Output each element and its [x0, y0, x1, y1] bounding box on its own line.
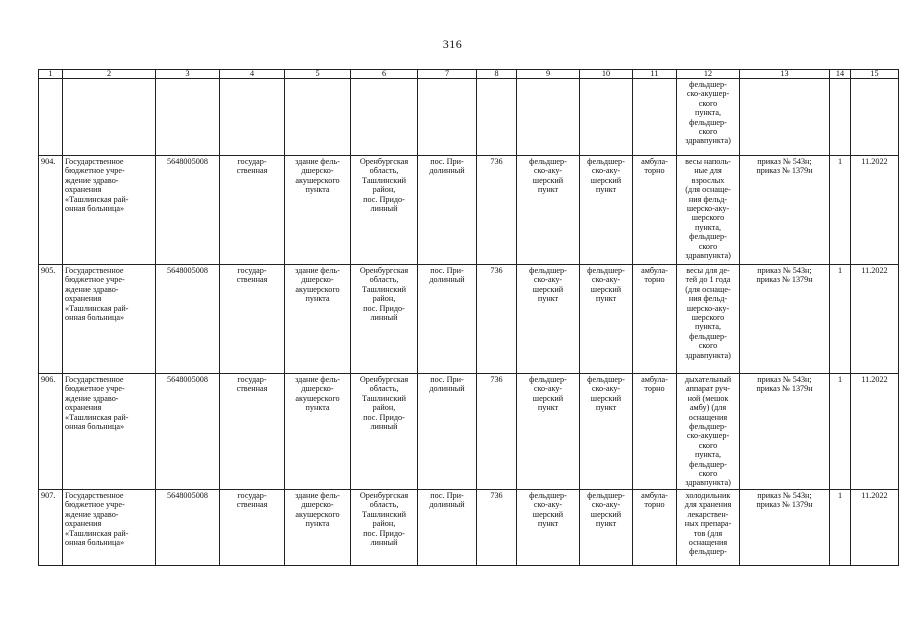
population-cell: 736 — [477, 156, 517, 265]
building-cell: здание фель- дшерско- акушерского пункта — [285, 156, 351, 265]
equipment-cell: весы для де- тей до 1 года (для оснаще- ния фельд- шерско-аку- шерского пункта, фельдшер- ского здравпункта) — [677, 265, 740, 374]
address-cell: Оренбургская область, Ташлинский район, пос. Придо- линный — [351, 374, 418, 490]
address-cell: Оренбургская область, Ташлинский район, пос. Придо- линный — [351, 156, 418, 265]
care-cell: амбула- торно — [633, 489, 677, 565]
inn-cell: 5648005008 — [156, 489, 220, 565]
quantity-cell: 1 — [830, 265, 851, 374]
ownership-cell: государ- ственная — [220, 374, 285, 490]
page-number: 316 — [442, 37, 463, 51]
quantity-cell: 1 — [830, 489, 851, 565]
settlement-cell: пос. При- долинный — [418, 374, 477, 490]
column-number: 11 — [633, 70, 677, 79]
continuation-row — [39, 79, 899, 156]
table-row — [39, 156, 899, 265]
equipment-cell: дыхательный аппарат руч- ной (мешок амбу) (для оснащения фельдшер- ско-акушер- ского пункта, фельдшер- ского здравпункта) — [677, 374, 740, 490]
column-number-row — [39, 70, 899, 79]
population-cell: 736 — [477, 265, 517, 374]
equipment-cell: фельдшер- ско-акушер- ского пункта, фельдшер- ского здравпункта) — [677, 79, 740, 156]
unit-type2-cell: фельдшер- ско-аку- шерский пункт — [580, 489, 633, 565]
column-number: 8 — [477, 70, 517, 79]
organization-cell: Государственное бюджетное учре- ждение здраво- охранения «Ташлинская рай- онная больница» — [63, 374, 156, 490]
care-cell: амбула- торно — [633, 265, 677, 374]
column-number: 12 — [677, 70, 740, 79]
equipment-cell: холодильник для хранения лекарствен- ных препара- тов (для оснащения фельдшер- — [677, 489, 740, 565]
unit-type2-cell: фельдшер- ско-аку- шерский пункт — [580, 374, 633, 490]
column-number: 10 — [580, 70, 633, 79]
row-number: 906. — [39, 374, 63, 490]
care-cell: амбула- торно — [633, 374, 677, 490]
table-row — [39, 489, 899, 565]
registry-table — [38, 69, 899, 566]
settlement-cell: пос. При- долинный — [418, 489, 477, 565]
inn-cell: 5648005008 — [156, 265, 220, 374]
row-number: 905. — [39, 265, 63, 374]
building-cell: здание фель- дшерско- акушерского пункта — [285, 374, 351, 490]
settlement-cell: пос. При- долинный — [418, 156, 477, 265]
column-number: 5 — [285, 70, 351, 79]
population-cell: 736 — [477, 489, 517, 565]
table-row — [39, 374, 899, 490]
column-number: 2 — [63, 70, 156, 79]
quantity-cell: 1 — [830, 156, 851, 265]
building-cell: здание фель- дшерско- акушерского пункта — [285, 265, 351, 374]
order-cell: приказ № 543н; приказ № 1379н — [740, 374, 830, 490]
table-row — [39, 265, 899, 374]
date-cell: 11.2022 — [851, 374, 899, 490]
column-number: 3 — [156, 70, 220, 79]
equipment-cell: весы наполь- ные для взрослых (для оснаще- ния фельд- шерско-аку- шерского пункта, фельдшер- ского здравпункта) — [677, 156, 740, 265]
unit-type-cell: фельдшер- ско-аку- шерский пункт — [517, 156, 580, 265]
order-cell: приказ № 543н; приказ № 1379н — [740, 265, 830, 374]
column-number: 13 — [740, 70, 830, 79]
address-cell: Оренбургская область, Ташлинский район, пос. Придо- линный — [351, 489, 418, 565]
row-number: 904. — [39, 156, 63, 265]
settlement-cell: пос. При- долинный — [418, 265, 477, 374]
column-number: 6 — [351, 70, 418, 79]
ownership-cell: государ- ственная — [220, 265, 285, 374]
unit-type2-cell: фельдшер- ско-аку- шерский пункт — [580, 265, 633, 374]
row-number: 907. — [39, 489, 63, 565]
order-cell: приказ № 543н; приказ № 1379н — [740, 156, 830, 265]
population-cell: 736 — [477, 374, 517, 490]
column-number: 14 — [830, 70, 851, 79]
unit-type2-cell: фельдшер- ско-аку- шерский пункт — [580, 156, 633, 265]
quantity-cell: 1 — [830, 374, 851, 490]
organization-cell: Государственное бюджетное учре- ждение здраво- охранения «Ташлинская рай- онная больница» — [63, 156, 156, 265]
column-number: 7 — [418, 70, 477, 79]
unit-type-cell: фельдшер- ско-аку- шерский пункт — [517, 374, 580, 490]
ownership-cell: государ- ственная — [220, 489, 285, 565]
column-number: 4 — [220, 70, 285, 79]
building-cell: здание фель- дшерско- акушерского пункта — [285, 489, 351, 565]
organization-cell: Государственное бюджетное учре- ждение здраво- охранения «Ташлинская рай- онная больница» — [63, 489, 156, 565]
care-cell: амбула- торно — [633, 156, 677, 265]
column-number: 15 — [851, 70, 899, 79]
order-cell: приказ № 543н; приказ № 1379н — [740, 489, 830, 565]
date-cell: 11.2022 — [851, 156, 899, 265]
column-number: 9 — [517, 70, 580, 79]
organization-cell: Государственное бюджетное учре- ждение здраво- охранения «Ташлинская рай- онная больница» — [63, 265, 156, 374]
inn-cell: 5648005008 — [156, 156, 220, 265]
address-cell: Оренбургская область, Ташлинский район, пос. Придо- линный — [351, 265, 418, 374]
ownership-cell: государ- ственная — [220, 156, 285, 265]
unit-type-cell: фельдшер- ско-аку- шерский пункт — [517, 265, 580, 374]
date-cell: 11.2022 — [851, 489, 899, 565]
unit-type-cell: фельдшер- ско-аку- шерский пункт — [517, 489, 580, 565]
inn-cell: 5648005008 — [156, 374, 220, 490]
column-number: 1 — [39, 70, 63, 79]
date-cell: 11.2022 — [851, 265, 899, 374]
